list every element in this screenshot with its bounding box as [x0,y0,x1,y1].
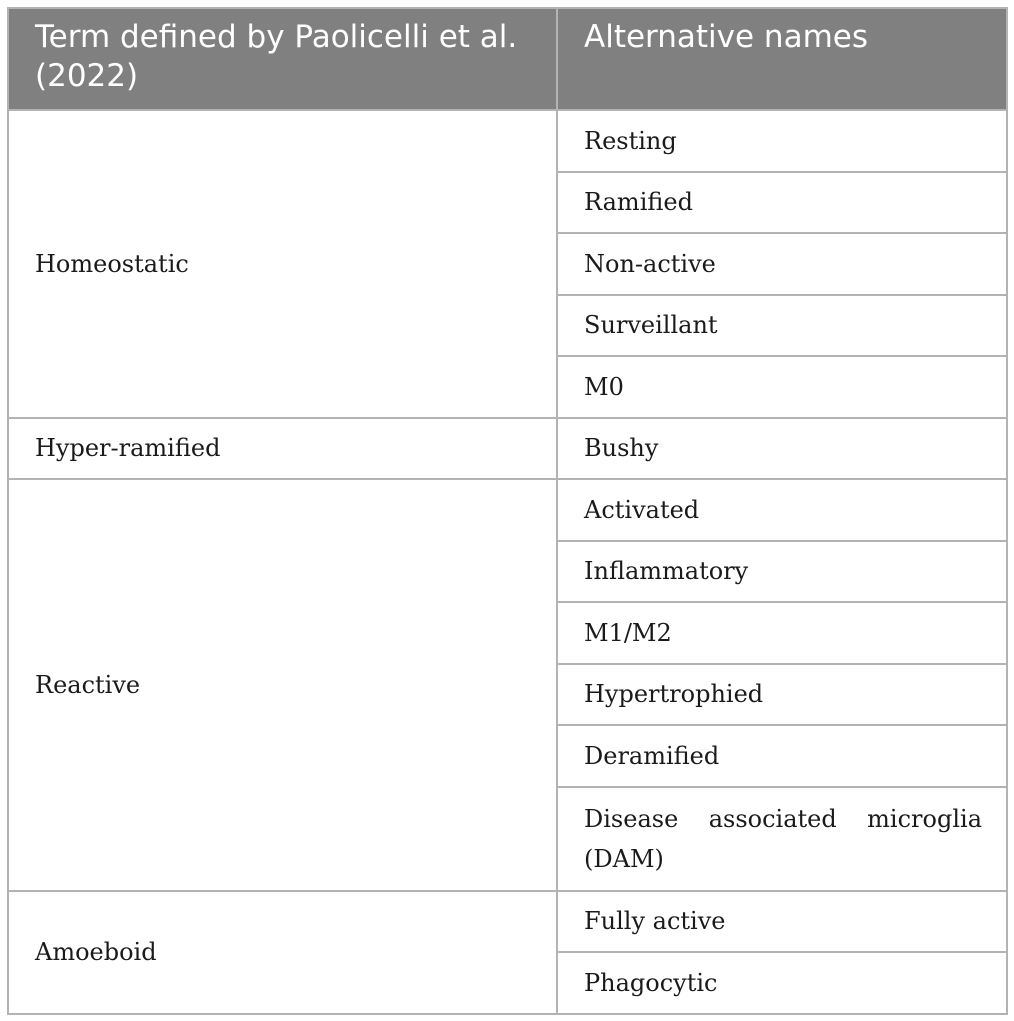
table-row [8,891,1007,953]
alt-name-cell: Activated [557,479,1007,541]
dam-line-1: Disease associated microglia [584,804,982,833]
alt-name-cell: Hypertrophied [557,664,1007,726]
table-row [8,110,1007,172]
microglia-terminology-table [7,7,1008,1015]
alt-name-cell: Fully active [557,891,1007,953]
alt-name-cell: Non-active [557,233,1007,295]
alt-name-cell: M0 [557,356,1007,418]
table-row [8,418,1007,480]
alt-name-cell: Surveillant [557,295,1007,357]
table-header-row [8,8,1007,110]
table-row [8,479,1007,541]
alt-name-cell: Inflammatory [557,541,1007,603]
alt-name-cell: Resting [557,110,1007,172]
header-alternative-names: Alternative names [557,8,1007,110]
dam-line-2: (DAM) [584,844,664,873]
term-amoeboid: Amoeboid [8,891,557,1014]
alt-name-cell: Ramified [557,172,1007,234]
alt-name-cell: M1/M2 [557,602,1007,664]
alt-name-cell: Deramified [557,725,1007,787]
term-reactive: Reactive [8,479,557,891]
alt-name-cell: Phagocytic [557,952,1007,1014]
alt-name-cell: Bushy [557,418,1007,480]
term-hyper-ramified: Hyper-ramified [8,418,557,480]
alt-name-cell-dam [557,787,1007,891]
term-homeostatic: Homeostatic [8,110,557,418]
header-term: Term defined by Paolicelli et al. (2022) [8,8,557,110]
